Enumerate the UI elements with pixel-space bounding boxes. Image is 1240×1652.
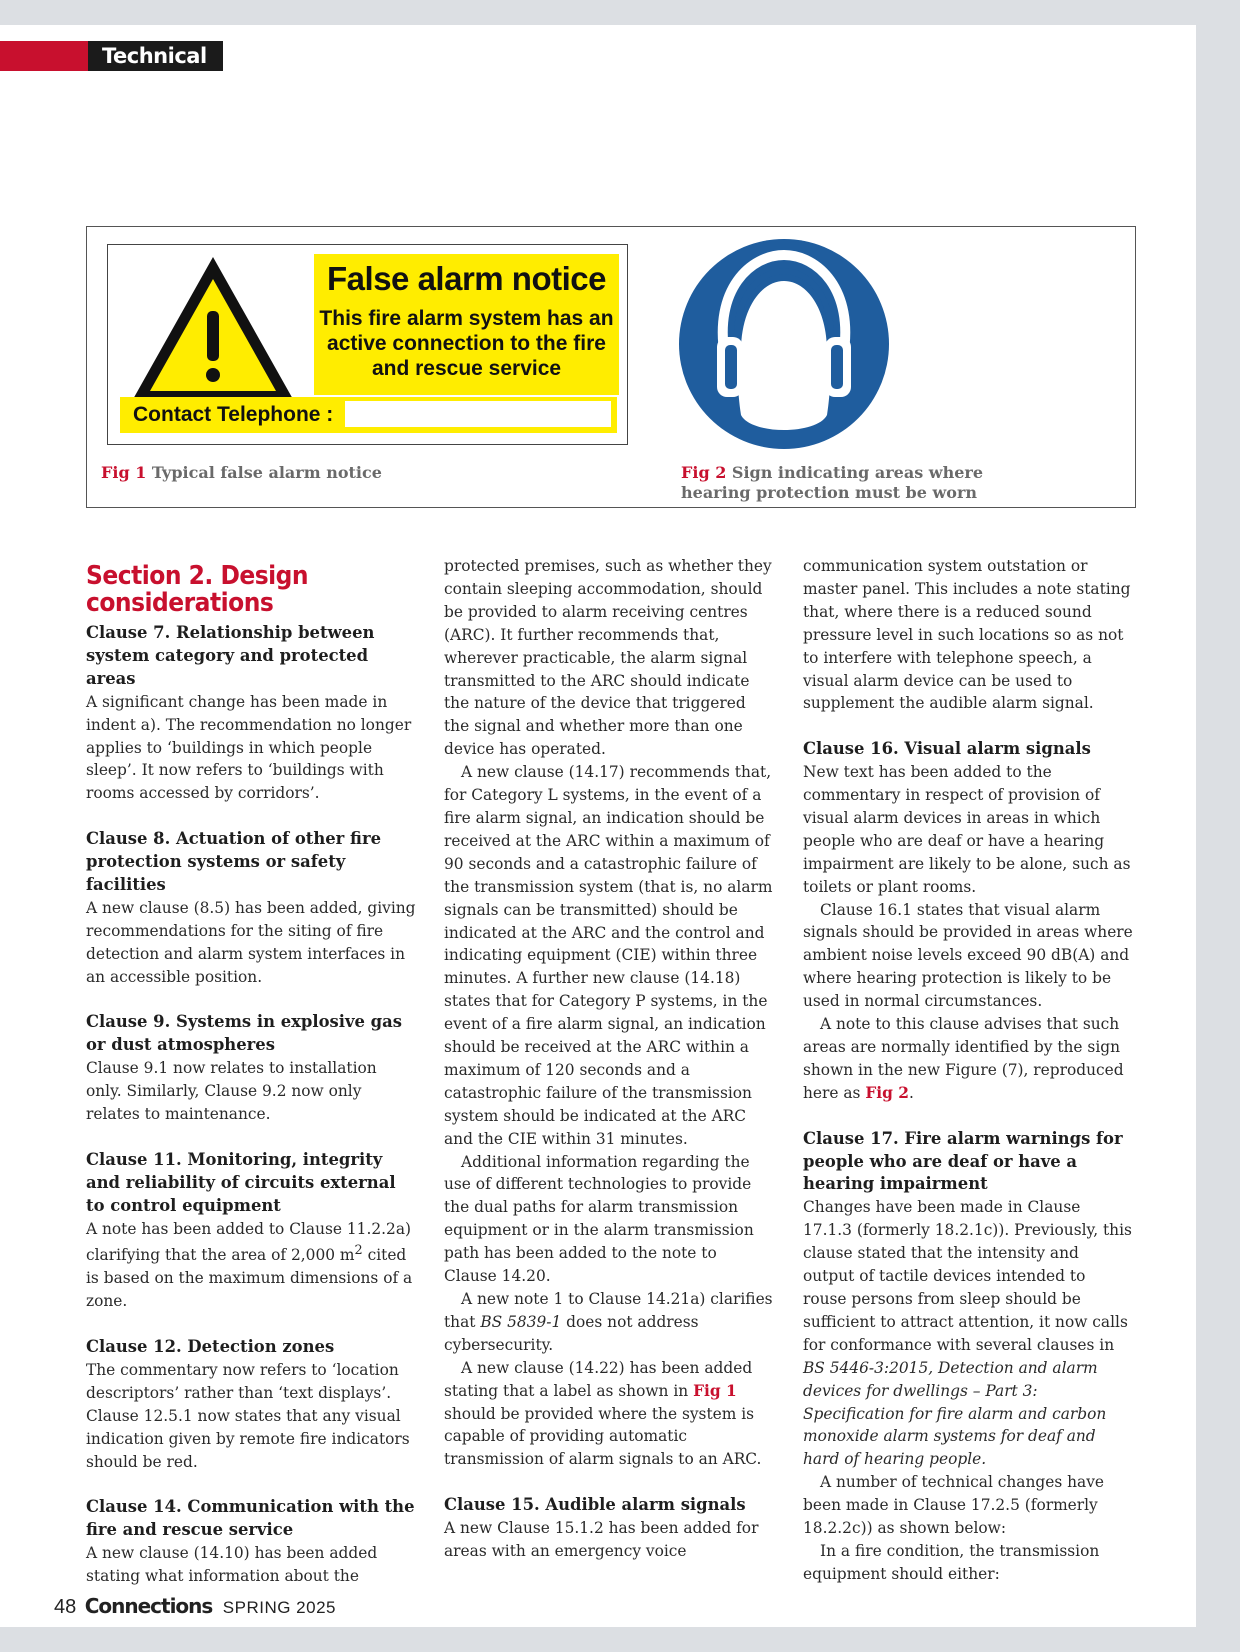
col2-paragraph-4: A new note 1 to Clause 14.21a) clarifies that BS 5839-1 does not address cybersecurity. <box>444 1290 773 1354</box>
clause-9-text: Clause 9.1 now relates to installation only. Similarly, Clause 9.2 now only relates to maintenance. <box>86 1059 377 1123</box>
notice-yellow-panel <box>314 254 619 395</box>
clause-8-heading: Clause 8. Actuation of other fire protection systems or safety facilities <box>86 829 382 894</box>
col2-paragraph-3: Additional information regarding the use of different technologies to provide the dual paths for alarm transmission equipment or in the alarm transmission path has been added to the note to Clause 14.20. <box>444 1152 754 1286</box>
clause-16-heading: Clause 16. Visual alarm signals <box>803 739 1091 759</box>
contact-telephone-field <box>345 401 611 427</box>
notice-body: This fire alarm system has an active connection to the fire and rescue service <box>319 307 614 380</box>
clause-15-text: A new Clause 15.1.2 has been added for areas with an emergency voice <box>444 1519 759 1560</box>
page-footer <box>54 1594 336 1619</box>
column-1 <box>86 557 416 1588</box>
contact-telephone-strip <box>120 397 617 433</box>
fig1-caption-text: Typical false alarm notice <box>151 463 382 482</box>
clause-7-heading: Clause 7. Relationship between system category and protected areas <box>86 623 375 688</box>
issue-label: SPRING 2025 <box>222 1598 337 1617</box>
clause-16-paragraph-2: Clause 16.1 states that visual alarm signals should be provided in areas where ambient noise levels exceed 90 dB(A) and where hearing protection is likely to be used in normal circumstances. <box>803 900 1133 1011</box>
clause-16-paragraph-1: New text has been added to the commentary in respect of provision of visual alarm devices in areas in which people who are deaf or have a hearing impairment are likely to be alone, such as toilets or plant rooms. <box>803 763 1131 896</box>
section-title: Section 2. Design considerations <box>86 561 309 618</box>
clause-12-text: The commentary now refers to ‘location descriptors’ rather than ‘text displays’. Clause 12.5.1 now states that any visual indication given by remote fire indicators should be red. <box>86 1361 410 1471</box>
fig2-reference: Fig 2 <box>865 1083 909 1102</box>
contact-telephone-label: Contact Telephone : <box>133 403 334 426</box>
column-2 <box>444 555 774 1563</box>
clause-11-heading: Clause 11. Monitoring, integrity and reliability of circuits external to control equipment <box>86 1149 396 1215</box>
page <box>0 25 1196 1627</box>
fig2-caption-text: Sign indicating areas where hearing protection must be worn <box>681 463 983 502</box>
clause-17-paragraph-1: Changes have been made in Clause 17.1.3 (formerly 18.2.1c)). Previously, this clause stated that the intensity and output of tactile devices intended to rouse persons from sleep should be sufficient to attract attention, it now calls for conformance with several clauses in BS 5446-3:2015, Detection and alarm devices for dwellings – Part 3: Specification for fire alarm and carbon monoxide alarm systems for deaf and hard of hearing people. <box>803 1198 1132 1469</box>
clause-8-text: A new clause (8.5) has been added, giving recommendations for the siting of fire detection and alarm system interfaces in an accessible position. <box>86 898 416 986</box>
warning-triangle-icon <box>128 253 298 405</box>
fig2-caption-number: Fig 2 <box>681 463 727 482</box>
column-3 <box>803 555 1133 1586</box>
col2-paragraph-5: A new clause (14.22) has been added stating that a label as shown in Fig 1 should be provided where the system is capable of providing automatic transmission of alarm signals to an ARC. <box>444 1358 762 1469</box>
page-number: 48 <box>54 1596 77 1618</box>
col3-paragraph-1: communication system outstation or master panel. This includes a note stating that, where there is a reduced sound pressure level in such locations so as not to interfere with telephone speech, a visual alarm device can be used to supplement the audible alarm signal. <box>803 557 1131 713</box>
superscript-2: 2 <box>354 1243 363 1259</box>
clause-14-text: A new clause (14.10) has been added stating what information about the <box>86 1544 378 1586</box>
col2-paragraph-2: A new clause (14.17) recommends that, for Category L systems, in the event of a fire alarm signal, an indication should be received at the ARC within a maximum of 90 seconds and a catastrophic failure of the transmission system (that is, no alarm signals can be transmitted) should be indicated at the ARC and the control and indicating equipment (CIE) within three minutes. A further new clause (14.18) states that for Category P systems, in the event of a fire alarm signal, an indication should be received at the ARC within a maximum of 120 seconds and a catastrophic failure of the transmission system should be indicated at the ARC and the CIE within 31 minutes. <box>444 763 773 1148</box>
clause-17-paragraph-2: A number of technical changes have been made in Clause 17.2.5 (formerly 18.2.2c)) as shown below: <box>803 1473 1105 1538</box>
clause-9-heading: Clause 9. Systems in explosive gas or dust atmospheres <box>86 1012 402 1055</box>
clause-7-text: A significant change has been made in indent a). The recommendation no longer applies to ‘buildings in which people sleep’. It now refers to ‘buildings with rooms accessed by corridors’. <box>86 692 412 803</box>
figure-panel <box>86 226 1136 508</box>
section-tag: Technical <box>88 41 223 71</box>
notice-title: False alarm notice <box>327 260 606 297</box>
fig2-caption <box>681 463 1011 503</box>
magazine-name: Connections <box>84 1594 213 1618</box>
fig1-caption-number: Fig 1 <box>101 463 147 482</box>
clause-17-heading: Clause 17. Fire alarm warnings for people who are deaf or have a hearing impairment <box>803 1128 1123 1194</box>
clause-16-paragraph-3: A note to this clause advises that such areas are normally identified by the sign shown in the new Figure (7), reproduced here as Fig 2. <box>803 1015 1124 1102</box>
hearing-protection-icon <box>679 239 889 449</box>
false-alarm-notice-sign <box>107 244 628 445</box>
col2-paragraph-1: protected premises, such as whether they contain sleeping accommodation, should be provided to alarm receiving centres (ARC). It further recommends that, wherever practicable, the alarm signal transmitted to the ARC should indicate the nature of the device that triggered the signal and whether more than one device has operated. <box>444 557 772 759</box>
clause-15-heading: Clause 15. Audible alarm signals <box>444 1495 746 1515</box>
clause-11-text: A note has been added to Clause 11.2.2a) clarifying that the area of 2,000 $m^2$ cited is based on the maximum dimensions of a zone. <box>86 1219 413 1311</box>
fig1-reference: Fig 1 <box>693 1381 737 1400</box>
clause-17-paragraph-3: In a fire condition, the transmission equipment should either: <box>803 1541 1100 1583</box>
clause-12-heading: Clause 12. Detection zones <box>86 1337 335 1357</box>
fig1-caption <box>101 463 382 483</box>
clause-14-heading: Clause 14. Communication with the fire and rescue service <box>86 1497 415 1540</box>
